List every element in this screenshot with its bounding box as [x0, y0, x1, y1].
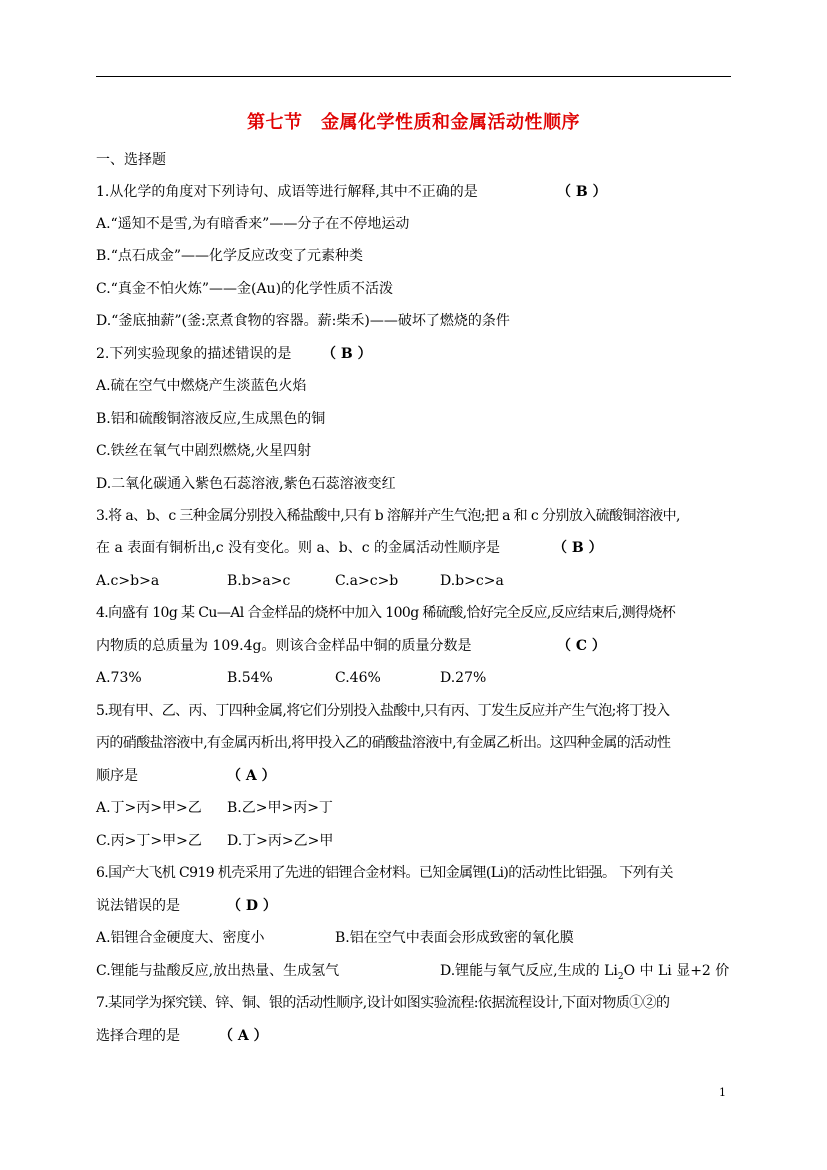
option-1b: B.“点石成金”——化学反应改变了元素种类	[96, 248, 364, 264]
question-5-answer: （ A ）	[227, 768, 276, 784]
option-6c: C.锂能与盐酸反应,放出热量、生成氢气	[96, 963, 340, 979]
option-5b: B.乙>甲>丙>丁	[227, 800, 333, 816]
option-2b: B.铝和硫酸铜溶液反应,生成黑色的铜	[96, 411, 326, 427]
option-3c: C.a>c>b	[335, 573, 399, 589]
question-6-stem-line2	[96, 897, 277, 915]
page-title: 第七节 金属化学性质和金属活动性顺序	[247, 112, 580, 133]
option-6a: A.铝锂合金硬度大、密度小	[96, 930, 265, 946]
question-3-answer: （ B ）	[553, 540, 603, 556]
question-6-answer: （ D ）	[227, 898, 277, 914]
question-stem: 说法错误的是	[96, 898, 180, 914]
question-2-stem	[96, 345, 372, 363]
question-stem: 2.下列实验现象的描述错误的是	[96, 346, 292, 362]
question-5-stem-line1: 5.现有甲、乙、丙、丁四种金属,将它们分别投入盐酸中,只有丙、丁发生反应并产生气泡;将丁投入	[96, 703, 670, 719]
question-stem: 顺序是	[96, 768, 138, 784]
option-2a: A.硫在空气中燃烧产生淡蓝色火焰	[96, 378, 307, 394]
page-number: 1	[719, 1086, 726, 1099]
question-4-stem-line1: 4.向盛有 10g 某 Cu—Al 合金样品的烧杯中加入 100g 稀硫酸,恰好完全反应,反应结束后,测得烧杯	[96, 605, 676, 621]
question-1-answer: （ B ）	[557, 184, 607, 200]
question-3-stem-line2	[96, 539, 603, 557]
option-5c: C.丙>丁>甲>乙	[96, 833, 202, 849]
question-2-answer: （ B ）	[322, 346, 372, 362]
question-5-stem-line2: 丙的硝酸盐溶液中,有金属丙析出,将甲投入乙的硝酸盐溶液中,有金属乙析出。这四种金属的活动性	[96, 735, 671, 751]
option-4d: D.27%	[440, 670, 487, 686]
option-1c: C.“真金不怕火炼”——金(Au)的化学性质不活泼	[96, 281, 394, 297]
option-6d	[440, 962, 729, 986]
option-4b: B.54%	[227, 670, 273, 686]
option-4a: A.73%	[96, 670, 142, 686]
option-3d: D.b>c>a	[440, 573, 504, 589]
question-4-answer: （ C ）	[557, 638, 606, 654]
question-stem: 1.从化学的角度对下列诗句、成语等进行解释,其中不正确的是	[96, 184, 478, 200]
question-stem: 内物质的总质量为 109.4g。则该合金样品中铜的质量分数是	[96, 638, 472, 654]
question-7-answer: （ A ）	[219, 1028, 268, 1044]
option-2c: C.铁丝在氧气中剧烈燃烧,火星四射	[96, 443, 312, 459]
question-3-stem-line1: 3.将 a、b、c 三种金属分别投入稀盐酸中,只有 b 溶解并产生气泡;把 a 和 c 分别放入硫酸铜溶液中,	[96, 508, 680, 524]
option-1d: D.“釜底抽薪”(釜:烹煮食物的容器。薪:柴禾)——破坏了燃烧的条件	[96, 313, 510, 329]
header-rule	[96, 76, 731, 77]
option-5d: D.丁>丙>乙>甲	[227, 833, 334, 849]
question-1-stem	[96, 183, 607, 201]
question-7-stem-line1: 7.某同学为探究镁、锌、铜、银的活动性顺序,设计如图实验流程:依据流程设计,下面对物质①②的	[96, 995, 670, 1011]
option-6d-text-post: O 中 Li 显+2 价	[623, 963, 730, 979]
option-4c: C.46%	[335, 670, 381, 686]
question-4-stem-line2	[96, 637, 606, 655]
section-heading: 一、选择题	[96, 152, 166, 168]
option-6b: B.铝在空气中表面会形成致密的氧化膜	[335, 930, 574, 946]
question-6-stem-line1: 6.国产大飞机 C919 机壳采用了先进的铝锂合金材料。已知金属锂(Li)的活动性比铝强。 下列有关	[96, 865, 673, 881]
question-stem: 在 a 表面有铜析出,c 没有变化。则 a、b、c 的金属活动性顺序是	[96, 540, 501, 556]
option-3b: B.b>a>c	[227, 573, 291, 589]
option-2d: D.二氧化碳通入紫色石蕊溶液,紫色石蕊溶液变红	[96, 476, 396, 492]
option-3a: A.c>b>a	[96, 573, 160, 589]
option-6d-text-pre: D.锂能与氧气反应,生成的 Li	[440, 963, 618, 979]
option-6d-subscript: 2	[617, 971, 624, 982]
question-stem: 选择合理的是	[96, 1028, 180, 1044]
option-5a: A.丁>丙>甲>乙	[96, 800, 202, 816]
question-5-stem-line3	[96, 767, 276, 785]
option-1a: A.“遥知不是雪,为有暗香来”——分子在不停地运动	[96, 216, 410, 232]
question-7-stem-line2	[96, 1027, 268, 1045]
